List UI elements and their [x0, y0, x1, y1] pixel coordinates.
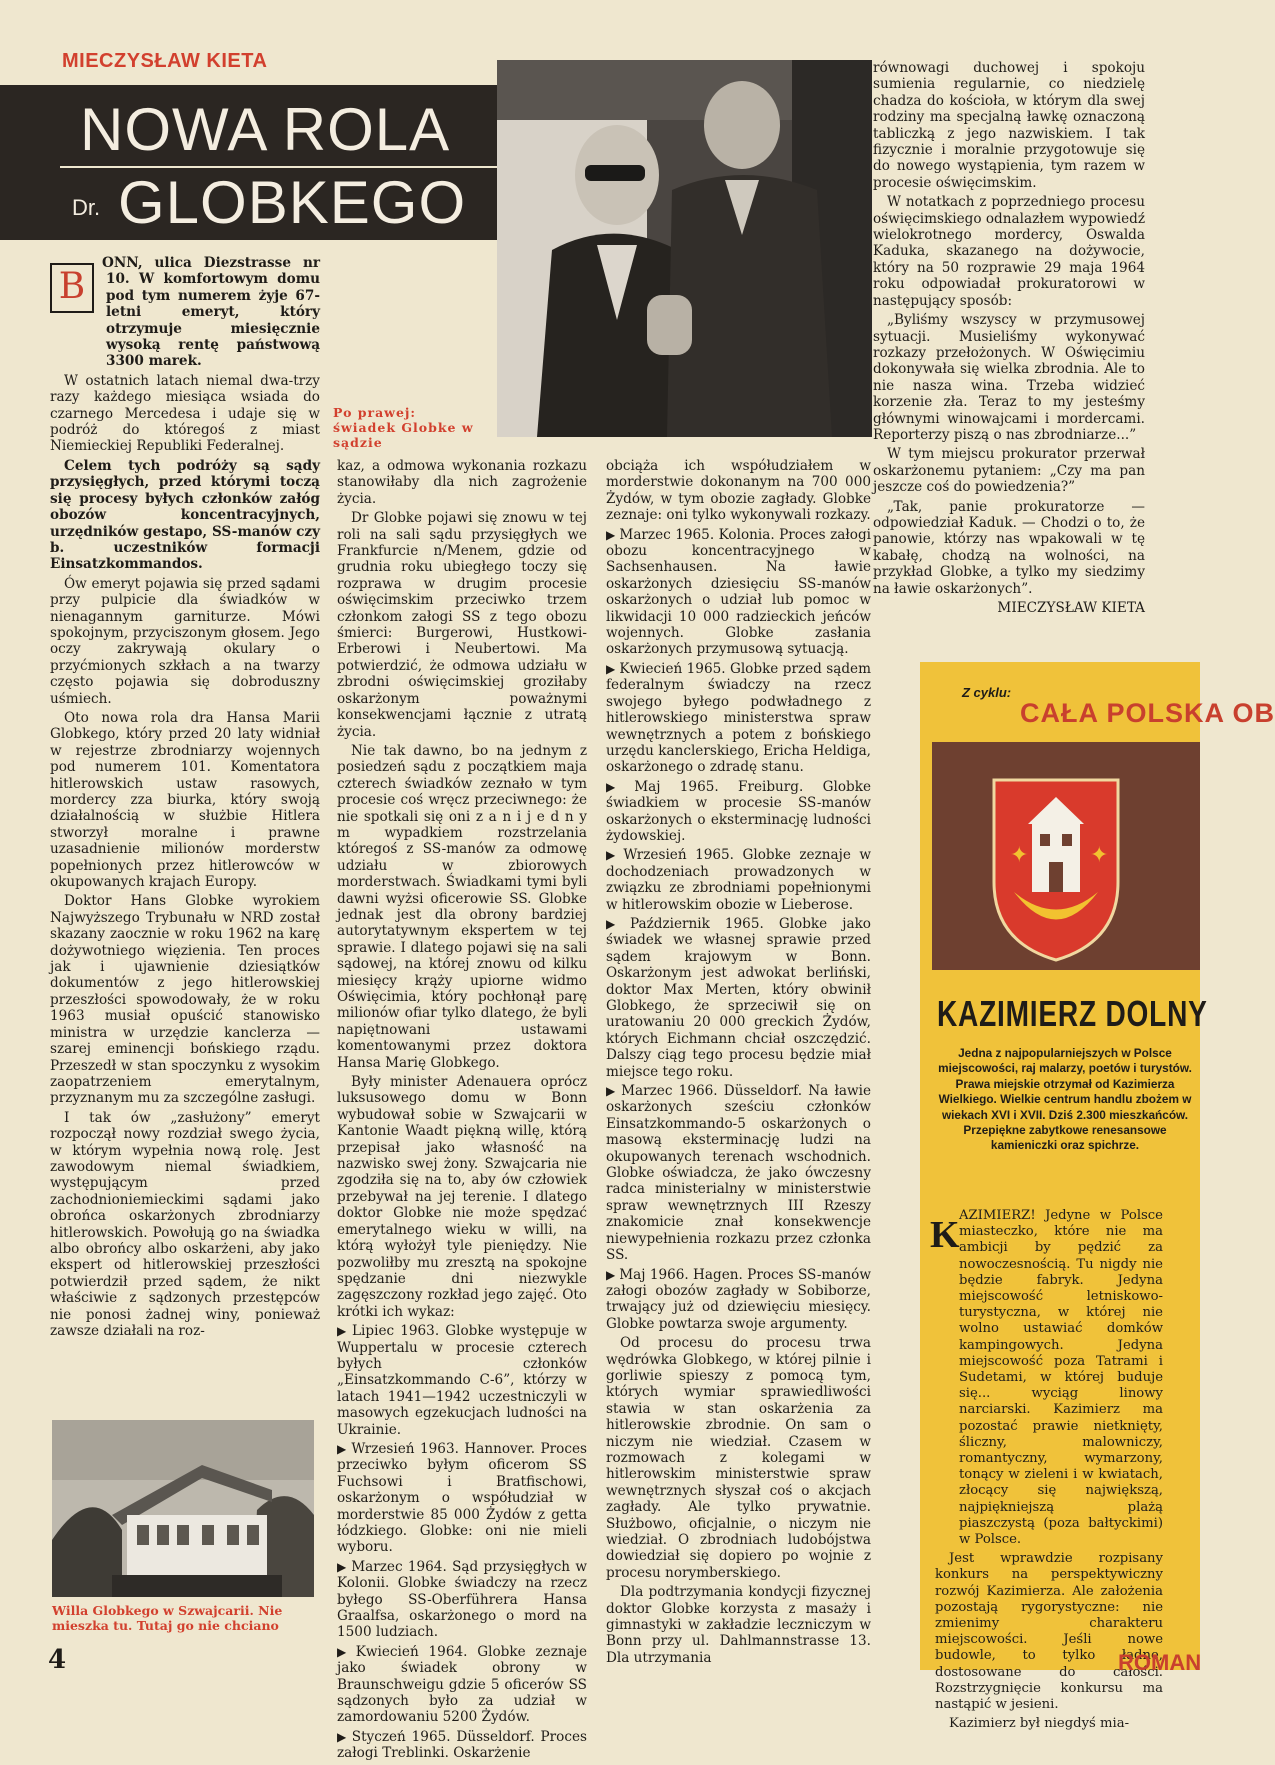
sidebar-lead: Jedna z najpopularniejszych w Polsce miejscowości, raj malarzy, poetów i turystów. Prawa miejskie otrzymał od Kazimierza Wielkiego. Wielkie centrum handlu zbożem w wiekach XVI i XVII. Dziś 2.300 mieszkańców. Przepiękne zabytkowe renesansowe kamieniczki oraz spichrze.	[938, 1046, 1192, 1153]
paragraph: Oto nowa rola dra Hansa Marii Globkego, który przed 20 laty widniał w rejestrze zbrodniarzy wojennych pod numerem 101. Komentatora hitlerowskich ustaw rasowych, mordercy zza biurka, który swoją działalnością w służbie Hitlera stworzył moralne i prawne uzasadnienie milionów morderstw popełnionych przez hitlerowców w okupowanych krajach Europy.	[50, 709, 320, 891]
photo-caption: Po prawej: świadek Globke w sądzie	[333, 405, 474, 450]
paragraph: Ów emeryt pojawia się przed sądami przy pulpicie dla świadków w nienagannym garniturze. Mówi spokojnym, przyciszonym głosem. Jego oczy zakrywają okulary o przyćmionych szkłach a na twarzy często pojawia się dobroduszny uśmiech.	[50, 575, 320, 707]
villa-caption: Willa Globkego w Szwajcarii. Nie mieszka tu. Tutaj go nie chciano	[52, 1603, 283, 1633]
timeline-entry: ▶ Marzec 1964. Sąd przysięgłych w Kolonii. Globke świadczy na rzecz byłego SS-Oberführera Hansa Graalfsa, oskarżonego o mord na 1500 ludziach.	[337, 1558, 587, 1641]
paragraph-bold: Celem tych podróży są sądy przysięgłych, przed którymi toczą się procesy byłych członków załóg obozów koncentracyjnych, urzędników gestapo, SS-manów czy b. uczestników formacji Einsatzkommandos.	[50, 457, 320, 573]
photo-globke-court	[497, 60, 872, 437]
paragraph: „Byliśmy wszyscy w przymusowej sytuacji. Musieliśmy wykonywać rozkazy przełożonych. W Oświęcimiu dokonywała się wielka zbrodnia. Ale to nie nasza wina. Trzeba widzieć korzenie zła. Teraz to my jesteśmy głównymi winowajcami i mordercami. Reporterzy piszą o nas zbrodniarze...”	[873, 312, 1145, 443]
timeline-entry: ▶ Maj 1966. Hagen. Proces SS-manów załogi obozów zagłady w Sobiborze, trwający już od dziewięciu miesięcy. Globke powtarza swoje argumenty.	[606, 1266, 872, 1332]
arrow-icon: ▶	[337, 1559, 348, 1574]
paragraph: W ostatnich latach niemal dwa-trzy razy każdego miesiąca wsiada do czarnego Mercedesa i udaje się w podróż do któregoś z miast Niemieckiej Republiki Federalnej.	[50, 372, 320, 455]
author-byline: MIECZYSŁAW KIETA	[62, 50, 268, 72]
timeline-entry: ▶ Październik 1965. Globke jako świadek we własnej sprawie przed sądem krajowym w Bonn. Oskarżonym jest adwokat berliński, doktor Max Merten, który obwinił Globkego, że sprzeciwił się on uratowaniu 20 000 greckich Żydów, których Eichmann chciał oszczędzić. Dalszy ciąg tego procesu będzie miał miejsce tego roku.	[606, 915, 871, 1080]
cycle-title: CAŁA POLSKA OB	[1020, 698, 1275, 728]
paragraph: Od procesu do procesu trwa wędrówka Globkego, w której pilnie i gorliwie spieszy z pomocą tym, których wymiar sprawiedliwości stawia w stan oskarżenia za hitlerowskie zbrodnie. On sam o niczym nie wiedział. Czasem w rozmowach z kolegami w hitlerowskim ministerstwie spraw wewnętrznych słyszał coś o akcjach zagłady. Ale tylko prywatnie. Służbowo, oficjalnie, o niczym nie wiedział. O zbrodniach ludobójstwa dowiedział się dopiero po wojnie z procesu norymberskiego.	[606, 1335, 871, 1581]
paragraph: AZIMIERZ! Jedyne w Polsce miasteczko, które nie ma ambicji by pędzić za nowoczesnością. Tu nigdy nie będzie fabryk. Jedyna miejscowość letniskowo-turystyczna, w której nie wolno ustawiać domków kampingowych. Jedyna miejscowość poza Tatrami i Sudetami, w której buduje się... wyciąg linowy narciarski. Kazimierz ma pozostać prawie nietknięty, śliczny, malowniczy, romantyczny, wymarzony, tonący w zieleni i w kwiatach, złocący się największą, najpiękniejszą plażą piaszczystą (poza bałtyckimi) w Polsce.	[959, 1208, 1163, 1548]
timeline-entry: ▶ Wrzesień 1963. Hannover. Proces przeciwko byłym oficerom SS Fuchsowi i Bratfischowi, oskarżonym o współudział w morderstwie 85 000 Żydów z getta łódzkiego. Globke: oni nie mieli wyboru.	[337, 1440, 587, 1556]
paragraph: obciąża ich współudziałem w morderstwie dokonanym na 700 000 Żydów, w tym obozie zagłady. Globke zeznaje: oni tylko wykonywali rozkazy.	[606, 458, 871, 524]
timeline-entry: ▶ Kwiecień 1965. Globke przed sądem federalnym świadczy na rzecz swojego byłego podwładnego z hitlerowskiego ministerstwa spraw wewnętrznych a potem z bońskiego urzędu kanclerskiego, Ericha Heldiga, oskarżonego o zdradę stanu.	[606, 660, 871, 776]
article-column-3	[606, 458, 871, 1669]
paragraph: „Tak, panie prokuratorze — odpowiedział Kaduk. — Chodzi o to, że panowie, którzy nas wpakowali w tę kabałę, chodzą na wolności, na przykład Globke, a tylko my siedzimy na ławie oskarżonych”.	[873, 498, 1145, 597]
title-line2: GLOBKEGO	[118, 169, 467, 236]
timeline-entry: ▶ Styczeń 1965. Düsseldorf. Proces załogi Treblinki. Oskarżenie	[337, 1728, 587, 1762]
paragraph: Dla podtrzymania kondycji fizycznej doktor Globke korzysta z masaży i gimnastyki w zakładzie leczniczym w Bonn przy ul. Dahlmannstrasse 13. Dla utrzymania	[606, 1584, 871, 1666]
author-signature: MIECZYSŁAW KIETA	[997, 600, 1145, 616]
svg-text:✦: ✦	[1010, 843, 1029, 868]
dropcap-letter: B	[50, 263, 94, 313]
arrow-icon: ▶	[337, 1729, 348, 1744]
arrow-icon: ▶	[337, 1644, 352, 1659]
timeline-entry: ▶ Marzec 1965. Kolonia. Proces załogi obozu koncentracyjnego w Sachsenhausen. Na ławie oskarżonych dziesięciu SS-manów oskarżonych o udział lub pomoc w likwidacji 10 000 radzieckich jeńców wojennych. Globke zasłania oskarżonych przymusową sytuacją.	[606, 526, 872, 658]
title-line1: NOWA ROLA	[80, 96, 451, 163]
coat-of-arms-icon	[932, 742, 1200, 970]
cycle-label: Z cyklu:	[962, 685, 1012, 700]
timeline-entry: ▶ Lipiec 1963. Globke występuje w Wuppertalu w procesie czterech byłych członków „Einsatzkommando C-6”, którzy w latach 1941—1942 uczestniczyli w masowych egzekucjach ludności na Ukrainie.	[337, 1323, 588, 1438]
paragraph: Jest wprawdzie rozpisany konkurs na perspektywiczny rozwój Kazimierza. Ale założenia pozostają rygorystyczne: nie zmienimy charakteru miejscowości. Jeśli nowe budowle, to tylko ładne, dostosowane do całości. Rozstrzygnięcie konkursu ma nastąpić w jesieni.	[935, 1551, 1163, 1713]
photo-villa	[52, 1420, 314, 1597]
timeline-entry: ▶ Kwiecień 1964. Globke zeznaje jako świadek obrony w Braunschweigu gdzie 5 oficerów SS sądzonych było za udział w zamordowaniu 5200 Żydów.	[337, 1643, 587, 1726]
timeline-entry: ▶ Wrzesień 1965. Globke zeznaje w dochodzeniach prowadzonych w związku ze zbrodniami popełnionymi w hitlerowskim obozie w Lieberose.	[606, 847, 871, 913]
paragraph: I tak ów „zasłużony” emeryt rozpoczął nowy rozdział swego życia, w którym wypełnia nową rolę. Jest zawodowym niemal świadkiem, występującym przed zachodnioniemieckimi sądami jako obrońca oskarżonych zbrodniarzy hitlerowskich. Powołują go na świadka albo obrońcy albo oskarżeni, aby jako ekspert od hitlerowskiej przeszłości potwierdził przed sądem, że nikt właściwie z sądzonych przestępców nie ponosi żadnej winy, ponieważ zawsze działali na roz-	[50, 1109, 320, 1339]
article-column-2	[337, 458, 587, 1765]
svg-text:✦: ✦	[1090, 843, 1109, 868]
paragraph: Były minister Adenauera oprócz luksusowego domu w Bonn wybudował sobie w Szwajcarii w Kantonie Waadt piękną willę, którą przepisał jako własność na nazwisko swej żony. Szwajcaria nie zgodziła się na to, aby ów człowiek przebywał na jej terenie. I dlatego doktor Globke nie może spędzać emerytalnego wieku w willi, na którą wyłożył tyle pieniędzy. Nie pozwoliłby mu zresztą na spokojne spędzanie dni niezwykle zagęszczony rozkład jego zajęć. Oto krótki ich wykaz:	[337, 1074, 587, 1320]
intro-paragraph: ONN, ulica Diezstrasse nr 10. W komfortowym domu pod tym numerem żyje 67-letni emeryt, który otrzymuje miesięcznie wysoką rentę państwową 3300 marek.	[102, 255, 320, 370]
arrow-icon: ▶	[337, 1324, 349, 1339]
villa-image	[52, 1420, 314, 1597]
sidebar-heading: KAZIMIERZ DOLNY	[937, 993, 1208, 1034]
corner-fragment: ROMAN	[1118, 1650, 1202, 1675]
paragraph: W notatkach z poprzedniego procesu oświęcimskiego odnalazłem wypowiedź wielokrotnego mordercy, Oswalda Kaduka, skazanego na dożywocie, który na 50 rozprawie 29 maja 1964 roku odpowiadał prokuratorowi w następujący sposób:	[873, 194, 1145, 309]
sidebar-dropcap: K	[930, 1214, 960, 1256]
article-column-4	[873, 60, 1145, 619]
arrow-icon: ▶	[606, 527, 616, 542]
timeline-entry: ▶ Marzec 1966. Düsseldorf. Na ławie oskarżonych sześciu członków Einsatzkommando-5 oskarżonych o masową eksterminację ludzi na okupowanych terenach wschodnich. Globke oświadcza, że jako ówczesny radca ministerialny w ministerstwie spraw wewnętrznych III Rzeszy znakomicie znał konsekwencje niewypełnienia rozkazu przez członka SS.	[606, 1083, 871, 1264]
paragraph: Dr Globke pojawi się znowu w tej roli na sali sądu przysięgłych we Frankfurcie n/Menem, gdzie od grudnia roku ubiegłego toczy się rozprawa w drugim procesie oświęcimskim przeciwko trzem członkom załogi SS z tego obozu śmierci: Burgerowi, Hustkowi-Erberowi i Neubertowi. Ma potwierdzić, że odmowa udziału w zbrodni oświęcimskiej groziłaby oskarżonym poważnymi konsekwencjami łącznie z utratą życia.	[337, 510, 587, 740]
paragraph: Nie tak dawno, bo na jednym z posiedzeń sądu z początkiem maja czterech świadków zeznało w tym procesie coś wręcz przeciwnego: że nie spotkali się oni z a n i j e d n y m wypadkiem rozstrzelania któregoś z SS-manów za odmowę udziału w zbiorowych morderstwach. Świadkami tymi byli dawni wyżsi oficerowie SS. Globke jednak jest dla obrony bardziej autorytatywnym ekspertem w tej sprawie. I dlatego pojawi się na sali sądowej, na której znowu od kilku miesięcy krąży upiorne widmo Oświęcimia, który pochłonął parę milionów ofiar tylko dlatego, że byli napiętnowani ustawami komentowanymi przez doktora Hansa Marię Globkego.	[337, 742, 587, 1071]
article-column-1	[50, 255, 320, 1342]
arrow-icon: ▶	[337, 1441, 348, 1456]
page-number: 4	[48, 1645, 67, 1675]
paragraph: Doktor Hans Globke wyrokiem Najwyższego Trybunału w NRD został skazany zaocznie w roku 1962 na karę dożywotniego więzienia. Ten proces jak i ujawnienie dziesiątków dokumentów z jego hitlerowskiej przeszłości spowodowały, że w roku 1963 musiał opuścić stanowisko ministra w urzędzie kanclerza — szarej eminencji bońskiego rządu. Przeszedł w stan spoczynku z wysokim zaopatrzeniem emerytalnym, przyznanym mu za szczególne zasługi.	[50, 893, 320, 1107]
arrow-icon: ▶	[606, 1084, 618, 1099]
arrow-icon: ▶	[606, 848, 620, 863]
arrow-icon: ▶	[606, 916, 626, 931]
arrow-icon: ▶	[606, 1267, 616, 1282]
arrow-icon: ▶	[606, 661, 616, 676]
title-prefix: Dr.	[72, 195, 101, 220]
photo-globke-image	[497, 60, 872, 437]
paragraph: Kazimierz był niegdyś mia-	[949, 1716, 1130, 1732]
paragraph: W tym miejscu prokurator przerwał oskarżonemu pytaniem: „Czy ma pan jeszcze coś do powiedzenia?”	[873, 446, 1145, 496]
arrow-icon: ▶	[606, 779, 631, 794]
coat-of-arms	[932, 742, 1200, 970]
paragraph: kaz, a odmowa wykonania rozkazu stanowiłaby dla nich zagrożenie życia.	[337, 458, 587, 507]
timeline-entry: ▶ Maj 1965. Freiburg. Globke świadkiem w procesie SS-manów oskarżonych o eksterminację ludności żydowskiej.	[606, 778, 872, 844]
paragraph: równowagi duchowej i spokoju sumienia regularnie, co niedzielę chadza do kościoła, w którym dla swej rodziny ma specjalną ławkę oznaczoną tabliczką z jego nazwiskiem. I tak fizycznie i moralnie przygotowuje się do nowego wystąpienia, tym razem w procesie oświęcimskim.	[873, 60, 1145, 191]
